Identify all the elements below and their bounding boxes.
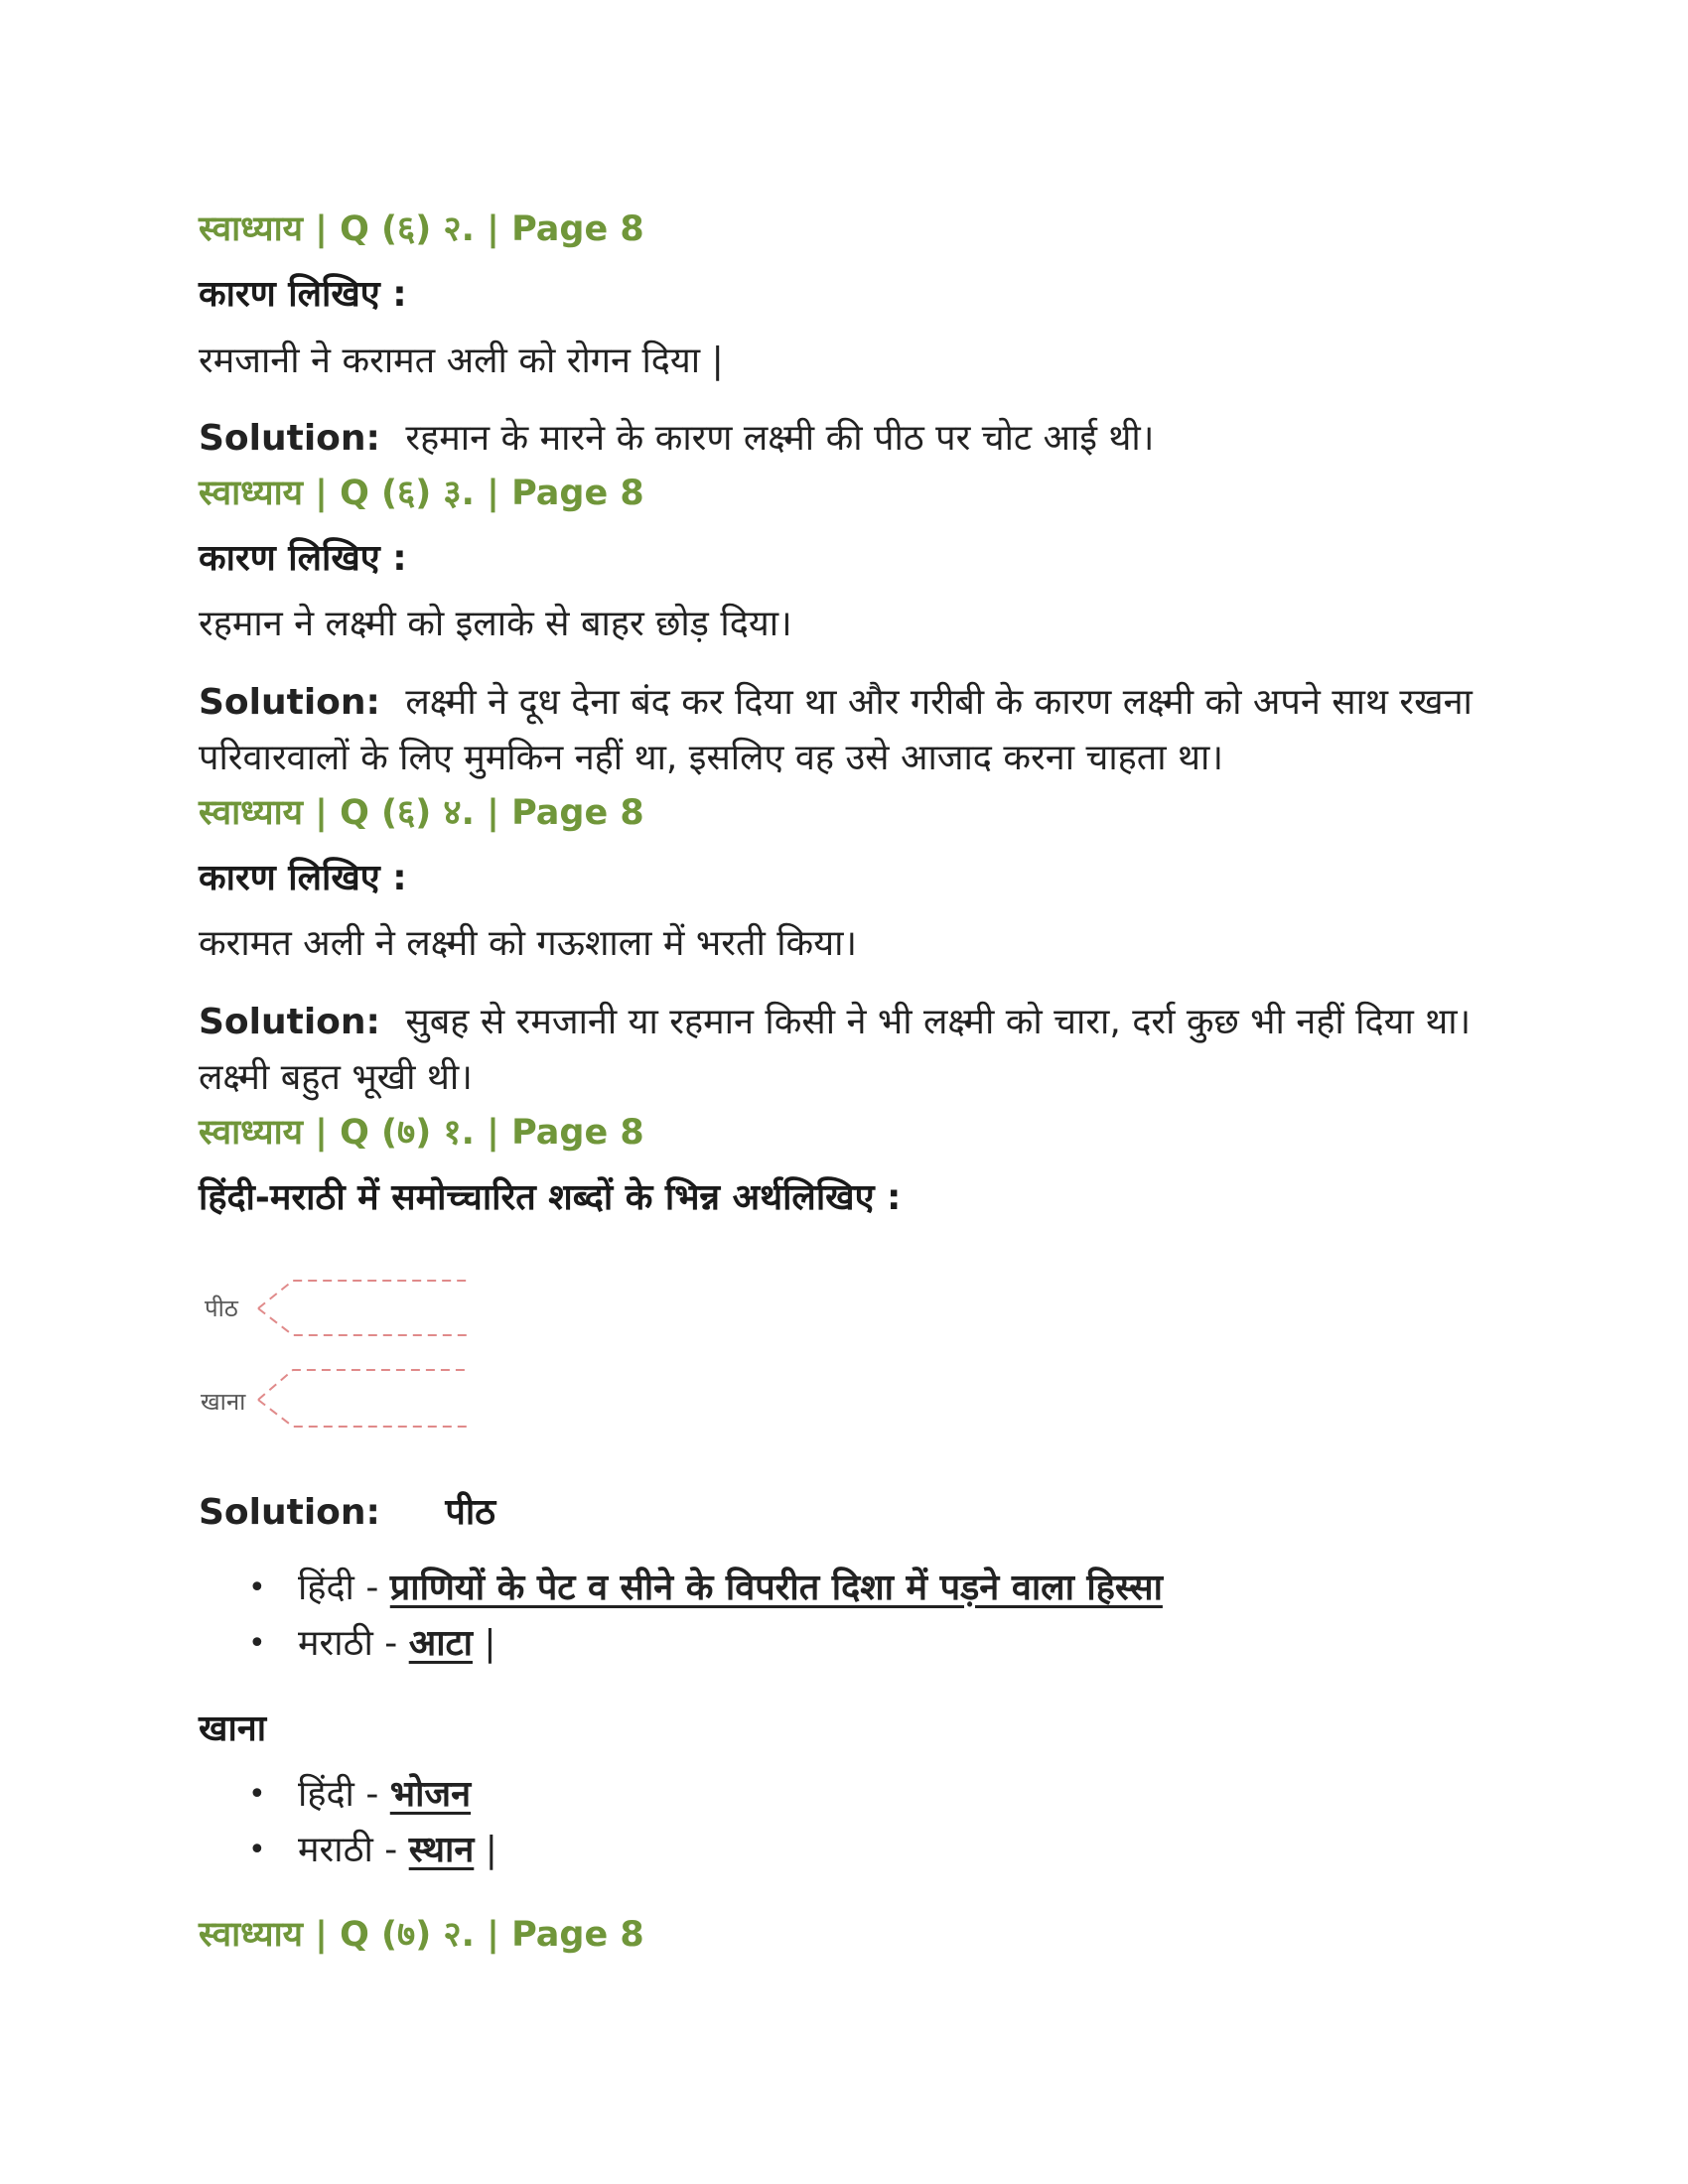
- solution-text: रहमान के मारने के कारण लक्ष्मी की पीठ पर चोट आई थी।: [405, 418, 1155, 459]
- answer-text: आटा: [408, 1623, 473, 1664]
- branch-line: [258, 1281, 467, 1308]
- figure-label: खाना: [201, 1388, 246, 1416]
- definition-list: [199, 1767, 497, 1878]
- language-label: मराठी -: [298, 1623, 409, 1664]
- question-heading: स्वाध्याय | Q (७) १. | Page 8: [199, 1113, 644, 1153]
- solution-label: Solution:: [199, 682, 380, 723]
- list-item: [199, 1561, 1163, 1616]
- branch-line: [258, 1370, 467, 1400]
- solution-text: लक्ष्मी ने दूध देना बंद कर दिया था और गरीबी के कारण लक्ष्मी को अपने साथ रखना परिवारवालों के लिए मुमकिन नहीं था, इसलिए वह उसे आजाद करना चाहता था।: [199, 682, 1473, 778]
- answer-text: प्राणियों के पेट व सीने के विपरीत दिशा में पड़ने वाला हिस्सा: [389, 1568, 1163, 1608]
- figure-label: पीठ: [205, 1295, 238, 1322]
- branch-lines: [199, 1276, 496, 1444]
- word-title: खाना: [199, 1708, 267, 1749]
- solution-label: Solution:: [199, 1002, 380, 1042]
- branch-line: [258, 1308, 467, 1335]
- question-heading: स्वाध्याय | Q (६) ४. | Page 8: [199, 793, 644, 833]
- solution: [199, 995, 1529, 1106]
- list-item: [199, 1823, 497, 1878]
- question-heading: स्वाध्याय | Q (७) २. | Page 8: [199, 1915, 644, 1955]
- solution-label: Solution:: [199, 418, 380, 459]
- list-item: [199, 1616, 1163, 1672]
- question-heading: स्वाध्याय | Q (६) ३. | Page 8: [199, 474, 644, 513]
- word-title: पीठ: [445, 1492, 496, 1533]
- instruction: कारण लिखिए :: [199, 274, 407, 315]
- branch-line: [258, 1400, 467, 1427]
- instruction: हिंदी-मराठी में समोच्चारित शब्दों के भिन्न अर्थलिखिए :: [199, 1177, 902, 1218]
- question-text: रहमान ने लक्ष्मी को इलाके से बाहर छाेड़ दिया।: [199, 604, 792, 644]
- solution: [199, 675, 1529, 786]
- answer-text: स्थान: [408, 1830, 475, 1870]
- language-label: हिंदी -: [298, 1774, 390, 1815]
- solution: [199, 1485, 1529, 1541]
- answer-text: भोजन: [389, 1774, 472, 1815]
- instruction: कारण लिखिए :: [199, 858, 407, 898]
- solution-label: Solution:: [199, 1492, 380, 1533]
- word-branch-figure: [199, 1276, 496, 1444]
- answer-suffix: |: [472, 1623, 496, 1664]
- instruction: कारण लिखिए :: [199, 538, 407, 579]
- solution-text: सुबह से रमजानी या रहमान किसी ने भी लक्ष्मी को चारा, दर्रा कुछ भी नहीं दिया था। लक्ष्मी बहुत भूखी थी।: [199, 1002, 1472, 1098]
- answer-suffix: |: [474, 1830, 497, 1870]
- solution: [199, 411, 1529, 467]
- definition-list: [199, 1561, 1163, 1672]
- language-label: हिंदी -: [298, 1568, 390, 1608]
- list-item: [199, 1767, 497, 1823]
- language-label: मराठी -: [298, 1830, 409, 1870]
- question-text: रमजानी ने करामत अली को रोगन दिया |: [199, 341, 724, 381]
- question-heading: स्वाध्याय | Q (६) २. | Page 8: [199, 209, 644, 249]
- question-text: करामत अली ने लक्ष्मी को गऊशाला में भरती किया।: [199, 923, 858, 964]
